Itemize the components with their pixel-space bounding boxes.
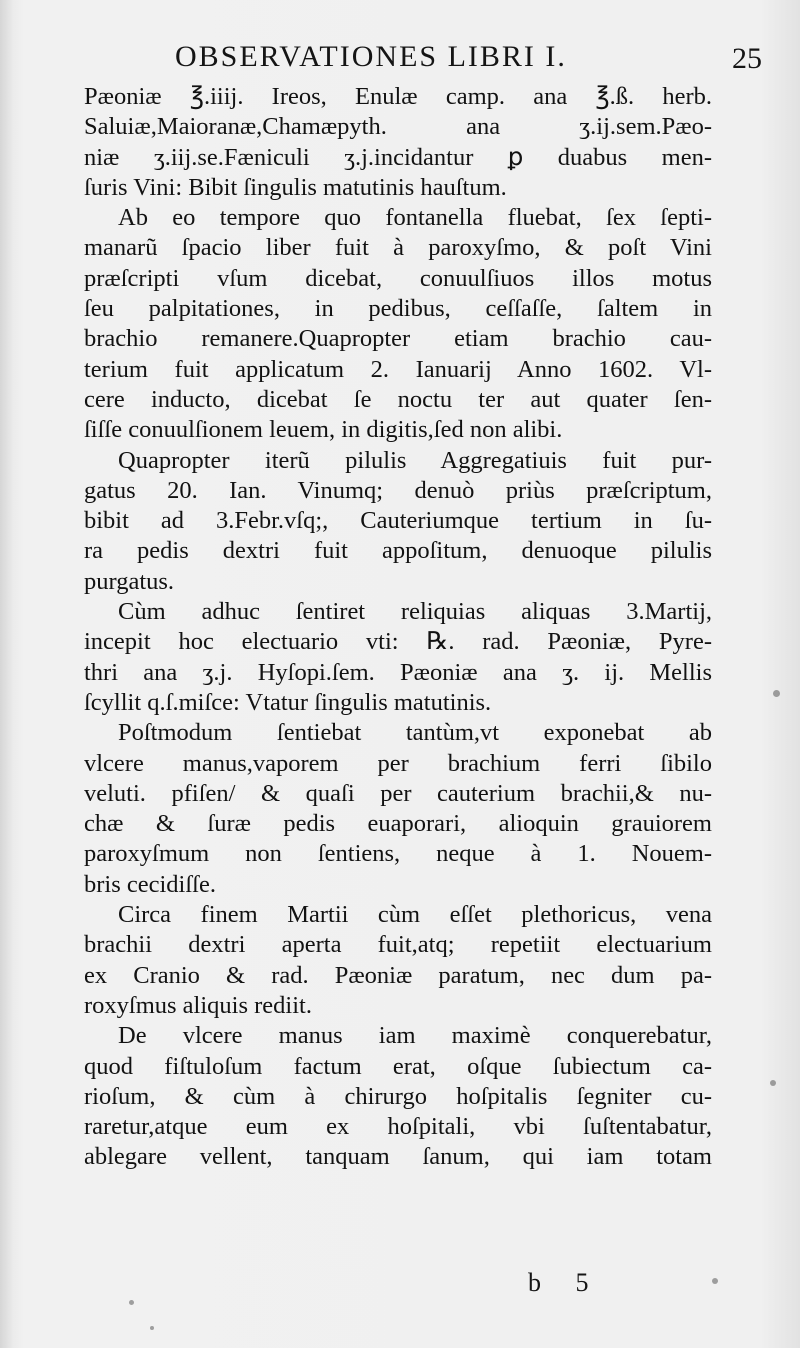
text-line: ſuris Vini: Bibit ſingulis matutinis hauſtum.: [84, 173, 507, 201]
body-text: [84, 82, 712, 1173]
text-line: chæ & ſuræ pedis euaporari, alioquin grauiorem: [84, 810, 712, 838]
text-line: brachio remanere.Quapropter etiam brachio cau-: [84, 325, 712, 353]
page-footer: [0, 1268, 800, 1308]
text-line: manarũ ſpacio liber fuit à paroxyſmo, & poſt Vini: [84, 234, 712, 262]
page-number: 25: [732, 42, 762, 75]
ink-speck: [773, 690, 780, 697]
text-line: Pæoniæ ℥.iiij. Ireos, Enulæ camp. ana ℥.ß. herb.: [84, 83, 712, 110]
text-line: Quapropter iterũ pilulis Aggregatiuis fuit pur-: [118, 446, 712, 474]
text-line: bris cecidiſſe.: [84, 870, 216, 898]
page-header: [0, 36, 800, 84]
ink-speck: [712, 1278, 718, 1284]
text-line: paroxyſmum non ſentiens, neque à 1. Nouem-: [84, 840, 712, 868]
text-line: gatus 20. Ian. Vinumq; denuò priùs præſcriptum,: [84, 476, 712, 504]
text-line: raretur,atque eum ex hoſpitali, vbi ſuſtentabatur,: [84, 1113, 712, 1141]
text-line: Circa finem Martii cùm eſſet plethoricus, vena: [118, 901, 712, 929]
running-title: OBSERVATIONES LIBRI I.: [175, 40, 567, 73]
signature-mark: b 5: [528, 1268, 603, 1297]
text-line: præſcripti vſum dicebat, conuulſiuos illos motus: [84, 264, 712, 292]
text-line: Poſtmodum ſentiebat tantùm,vt exponebat ab: [118, 719, 712, 747]
text-line: niæ ʒ.iij.se.Fæniculi ʒ.j.incidantur ꝑ duabus men-: [84, 143, 712, 171]
text-line: quod fiſtuloſum factum erat, oſque ſubiectum ca-: [84, 1052, 712, 1080]
text-line: purgatus.: [84, 567, 175, 595]
ink-speck: [770, 1080, 776, 1086]
text-line: bibit ad 3.Febr.vſq;, Cauteriumque tertium in ſu-: [84, 507, 712, 535]
text-line: rioſum, & cùm à chirurgo hoſpitalis ſegniter cu-: [84, 1082, 712, 1110]
text-line: thri ana ʒ.j. Hyſopi.ſem. Pæoniæ ana ʒ. ij. Mellis: [84, 658, 712, 686]
text-line: ſcyllit q.ſ.miſce: Vtatur ſingulis matutinis.: [84, 688, 492, 716]
text-line: De vlcere manus iam maximè conquerebatur,: [118, 1022, 712, 1050]
text-line: cere inducto, dicebat ſe noctu ter aut quater ſen-: [84, 385, 712, 413]
text-line: veluti. pfiſen/ & quaſi per cauterium brachii,& nu-: [84, 779, 712, 807]
text-line: vlcere manus,vaporem per brachium ferri ſibilo: [84, 749, 712, 777]
text-line: incepit hoc electuario vti: ℞. rad. Pæoniæ, Pyre-: [84, 628, 712, 656]
text-line: terium fuit applicatum 2. Ianuarij Anno 1602. Vl-: [84, 355, 712, 383]
text-line: Ab eo tempore quo fontanella fluebat, ſex ſepti-: [118, 204, 712, 232]
text-line: ſiſſe conuulſionem leuem, in digitis,ſed non alibi.: [84, 416, 563, 444]
page-gutter-shadow: [0, 0, 14, 1348]
text-line: Saluiæ,Maioranæ,Chamæpyth. ana ʒ.ij.sem.Pæo-: [84, 113, 712, 141]
text-line: ablegare vellent, tanquam ſanum, qui iam totam: [84, 1143, 712, 1171]
text-line: roxyſmus aliquis rediit.: [84, 991, 312, 1019]
text-line: ra pedis dextri fuit appoſitum, denuoque pilulis: [84, 537, 712, 565]
text-line: ex Cranio & rad. Pæoniæ paratum, nec dum pa-: [84, 961, 712, 989]
text-line: brachii dextri aperta fuit,atq; repetiit electuarium: [84, 931, 712, 959]
ink-speck: [129, 1300, 134, 1305]
ink-speck: [150, 1326, 154, 1330]
text-line: Cùm adhuc ſentiret reliquias aliquas 3.Martij,: [118, 598, 712, 626]
text-line: ſeu palpitationes, in pedibus, ceſſaſſe, ſaltem in: [84, 295, 712, 323]
